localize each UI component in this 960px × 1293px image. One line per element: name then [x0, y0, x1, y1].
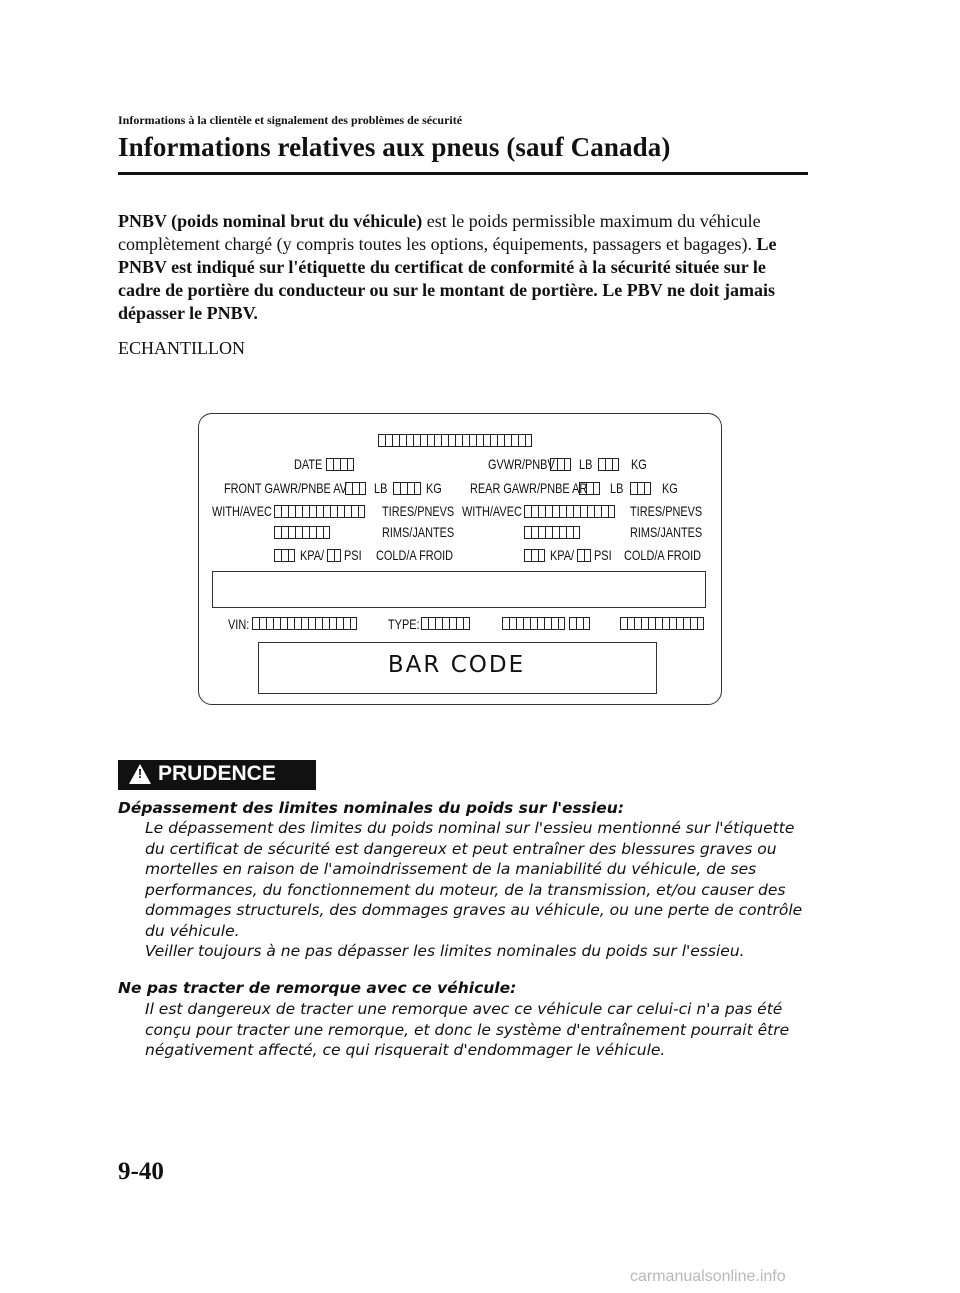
label-cell [273, 617, 280, 630]
label-cell [530, 617, 537, 630]
label-cell [550, 458, 557, 471]
caution-heading-2: Ne pas tracter de remorque avec ce véhicule: [118, 979, 517, 997]
label-cell [587, 505, 594, 518]
label-cell [441, 434, 448, 447]
caution-line: mortelles en raison de l'amoindrissement de la maniabilité du véhicule, de ses [145, 860, 757, 878]
label-cell [302, 505, 309, 518]
label-cell [344, 505, 351, 518]
label-field-rear-lb [579, 482, 600, 495]
label-cell [309, 526, 316, 539]
caution-line: Veiller toujours à ne pas dépasser les limites nominales du poids sur l'essieu. [145, 942, 745, 960]
label-cell [343, 617, 350, 630]
label-cell [393, 482, 400, 495]
title-rule [118, 172, 808, 175]
caution-heading-1: Dépassement des limites nominales du poids sur l'essieu: [118, 799, 625, 817]
label-cell [598, 458, 605, 471]
label-field-front-with [274, 505, 365, 518]
label-rear-kg: KG [662, 480, 678, 496]
warning-exclamation: ! [137, 766, 143, 781]
label-cell [309, 505, 316, 518]
label-cell [294, 617, 301, 630]
label-cell [538, 549, 545, 562]
label-cell [676, 617, 683, 630]
label-cell [601, 505, 608, 518]
label-cell [612, 458, 619, 471]
label-cell [509, 617, 516, 630]
label-cell [406, 434, 413, 447]
label-cell [351, 505, 358, 518]
label-gvwr: GVWR/PNBV [488, 456, 555, 472]
label-cell [442, 617, 449, 630]
label-cell [427, 434, 434, 447]
label-field-rear-kpa [524, 549, 545, 562]
label-cell [378, 434, 385, 447]
label-cell [428, 617, 435, 630]
intro-paragraph [118, 210, 808, 325]
label-cell [323, 526, 330, 539]
label-cell [266, 617, 273, 630]
label-cell [511, 434, 518, 447]
label-cell [504, 434, 511, 447]
label-cell [358, 505, 365, 518]
label-cell [637, 482, 644, 495]
intro-bold: Le PNBV est indiqué sur l'étiquette du certificat de conformité à la sécurité située sur le cadre de portière du conducteur ou sur le montant de portière. Le PBV ne doit jamais dépasser le PNBV. [118, 234, 777, 323]
label-cell [538, 526, 545, 539]
label-cell [662, 617, 669, 630]
label-field-front-kpa [274, 549, 295, 562]
label-front-lb: LB [374, 480, 388, 496]
label-rear-with: WITH/AVEC [462, 503, 522, 519]
caution-line: du certificat de sécurité est dangereux et peut entraîner des blessures graves ou [145, 839, 777, 858]
label-cell [462, 434, 469, 447]
label-cell [627, 617, 634, 630]
label-cell [564, 458, 571, 471]
label-cell [523, 617, 530, 630]
label-field-rear-tire [524, 526, 580, 539]
label-cell [288, 549, 295, 562]
label-cell [525, 434, 532, 447]
label-cell [648, 617, 655, 630]
label-cell [352, 482, 359, 495]
label-cell [557, 458, 564, 471]
label-cell [483, 434, 490, 447]
label-cell [456, 617, 463, 630]
label-front-rims: RIMS/JANTES [382, 524, 455, 540]
label-cell [634, 617, 641, 630]
label-field-date [326, 458, 354, 471]
caution-line: conçu pour tracter une remorque, et donc le système d'entraînement pourrait être [145, 1020, 790, 1039]
label-cell [469, 434, 476, 447]
label-vin: VIN: [228, 616, 250, 632]
label-cell [336, 617, 343, 630]
label-cell [327, 549, 334, 562]
label-field-vin [252, 617, 357, 630]
label-cell [295, 505, 302, 518]
label-cell [259, 617, 266, 630]
page-title: Informations relatives aux pneus (sauf Canada) [118, 132, 671, 162]
label-cell [579, 482, 586, 495]
label-cell [288, 505, 295, 518]
intro-term: PNBV (poids nominal brut du véhicule) [118, 211, 423, 231]
label-field-rear-kg [630, 482, 651, 495]
label-cell [274, 526, 281, 539]
label-cell [334, 549, 341, 562]
label-cell [524, 505, 531, 518]
label-field-front-lb [345, 482, 366, 495]
label-cell [559, 526, 566, 539]
label-field-gvwr-lb [550, 458, 571, 471]
label-cell [690, 617, 697, 630]
label-cell [573, 526, 580, 539]
label-cell [308, 617, 315, 630]
label-cell [301, 617, 308, 630]
label-cell [274, 549, 281, 562]
label-cell [421, 617, 428, 630]
label-field-front-psi [327, 549, 341, 562]
caution-badge [118, 760, 316, 790]
label-cell [407, 482, 414, 495]
label-cell [316, 526, 323, 539]
caution-line: performances, du fonctionnement du moteur, de la transmission, et/ou causer des [145, 880, 786, 899]
caution-line: du véhicule. [145, 921, 240, 940]
label-cell [330, 505, 337, 518]
label-cell [337, 505, 344, 518]
label-cell [449, 617, 456, 630]
label-cell [252, 617, 259, 630]
label-cell [414, 482, 421, 495]
label-cell [497, 434, 504, 447]
label-cell [608, 505, 615, 518]
intro-text: est le poids permissible maximum du véhicule complètement chargé (y compris toutes les options, équipements, passagers et bagages). [118, 211, 761, 254]
label-rear-rims: RIMS/JANTES [630, 524, 703, 540]
label-cell [531, 526, 538, 539]
caution-line: Le dépassement des limites du poids nominal sur l'essieu mentionné sur l'étiquette [145, 819, 795, 837]
label-cell [288, 526, 295, 539]
label-cell [545, 526, 552, 539]
label-gvwr-kg: KG [631, 456, 647, 472]
label-cell [316, 505, 323, 518]
label-cell [345, 482, 352, 495]
label-cell [518, 434, 525, 447]
label-cell [552, 526, 559, 539]
section-header: Informations à la clientèle et signalement des problèmes de sécurité [118, 113, 463, 127]
label-front-tires: TIRES/PNEVS [382, 503, 455, 519]
label-cell [569, 617, 576, 630]
sample-heading: ECHANTILLON [118, 338, 245, 358]
label-cell [350, 617, 357, 630]
label-cell [455, 434, 462, 447]
caution-badge-label: PRUDENCE [158, 762, 276, 785]
label-cell [577, 549, 584, 562]
label-cell [537, 617, 544, 630]
label-cell [315, 617, 322, 630]
label-cell [552, 505, 559, 518]
label-front-kpa: KPA/ [300, 547, 325, 563]
label-cell [340, 458, 347, 471]
label-cell [545, 505, 552, 518]
label-field-gvwr-kg [598, 458, 619, 471]
label-cell [413, 434, 420, 447]
label-cell [347, 458, 354, 471]
label-cell [559, 505, 566, 518]
label-cell [586, 482, 593, 495]
label-cell [359, 482, 366, 495]
label-cell [544, 617, 551, 630]
label-cell [274, 505, 281, 518]
label-cell [593, 482, 600, 495]
caution-line: Il est dangereux de tracter une remorque avec ce véhicule car celui-ci n'a pas été [145, 1000, 783, 1018]
label-cell [329, 617, 336, 630]
label-cell [302, 526, 309, 539]
label-cell [605, 458, 612, 471]
label-cell [463, 617, 470, 630]
label-cell [551, 617, 558, 630]
caution-body-1 [145, 818, 815, 962]
label-cell [524, 549, 531, 562]
label-cell [644, 482, 651, 495]
label-cell [566, 526, 573, 539]
label-rear-gawr: REAR GAWR/PNBE AR [470, 480, 588, 496]
caution-body-2 [145, 999, 815, 1061]
label-field-top [378, 434, 532, 447]
label-field-rear-psi [577, 549, 591, 562]
label-cell [697, 617, 704, 630]
label-cell [580, 505, 587, 518]
label-cell [448, 434, 455, 447]
label-cell [524, 526, 531, 539]
label-field-front-tire [274, 526, 330, 539]
watermark: carmanualsonline.info [630, 1268, 786, 1285]
label-front-gawr: FRONT GAWR/PNBE AV [224, 480, 347, 496]
caution-line: négativement affecté, ce qui risquerait d'endommager le véhicule. [145, 1041, 666, 1059]
label-field-extra-1 [502, 617, 565, 630]
label-cell [281, 549, 288, 562]
label-cell [280, 617, 287, 630]
label-cell [399, 434, 406, 447]
label-type: TYPE: [388, 616, 420, 632]
label-front-psi: PSI [344, 547, 362, 563]
label-rear-cold: COLD/A FROID [624, 547, 702, 563]
label-cell [287, 617, 294, 630]
label-cell [476, 434, 483, 447]
label-cell [531, 505, 538, 518]
label-cell [502, 617, 509, 630]
label-front-cold: COLD/A FROID [376, 547, 454, 563]
label-field-extra-2 [569, 617, 590, 630]
label-cell [281, 526, 288, 539]
label-cell [281, 505, 288, 518]
label-cell [584, 549, 591, 562]
label-cell [566, 505, 573, 518]
label-cell [655, 617, 662, 630]
label-cell [326, 458, 333, 471]
label-cell [594, 505, 601, 518]
label-cell [490, 434, 497, 447]
label-cell [516, 617, 523, 630]
label-rear-lb: LB [610, 480, 624, 496]
label-cell [573, 505, 580, 518]
label-cell [630, 482, 637, 495]
label-cell [538, 505, 545, 518]
label-field-rear-with [524, 505, 615, 518]
label-field-front-kg [393, 482, 421, 495]
caution-line: dommages structurels, des dommages graves au véhicule, ou une perte de contrôle [145, 901, 803, 919]
label-cell [435, 617, 442, 630]
label-cell [295, 526, 302, 539]
label-gvwr-lb: LB [579, 456, 593, 472]
label-field-extra-3 [620, 617, 704, 630]
label-cell [558, 617, 565, 630]
label-cell [323, 505, 330, 518]
label-cell [583, 617, 590, 630]
label-cell [576, 617, 583, 630]
label-cell [620, 617, 627, 630]
label-front-with: WITH/AVEC [212, 503, 272, 519]
label-cell [322, 617, 329, 630]
label-cell [434, 434, 441, 447]
label-cell [392, 434, 399, 447]
label-cell [385, 434, 392, 447]
barcode-text: BAR CODE [387, 652, 526, 678]
label-cell [531, 549, 538, 562]
label-front-kg: KG [426, 480, 442, 496]
label-date: DATE [294, 456, 323, 472]
label-cell [641, 617, 648, 630]
label-cell [400, 482, 407, 495]
label-cell [669, 617, 676, 630]
label-rear-psi: PSI [594, 547, 612, 563]
page-number: 9-40 [118, 1158, 164, 1185]
label-field-type [421, 617, 470, 630]
label-rear-tires: TIRES/PNEVS [630, 503, 703, 519]
label-notice-box [212, 571, 706, 608]
label-cell [333, 458, 340, 471]
label-rear-kpa: KPA/ [550, 547, 575, 563]
label-cell [420, 434, 427, 447]
label-cell [683, 617, 690, 630]
